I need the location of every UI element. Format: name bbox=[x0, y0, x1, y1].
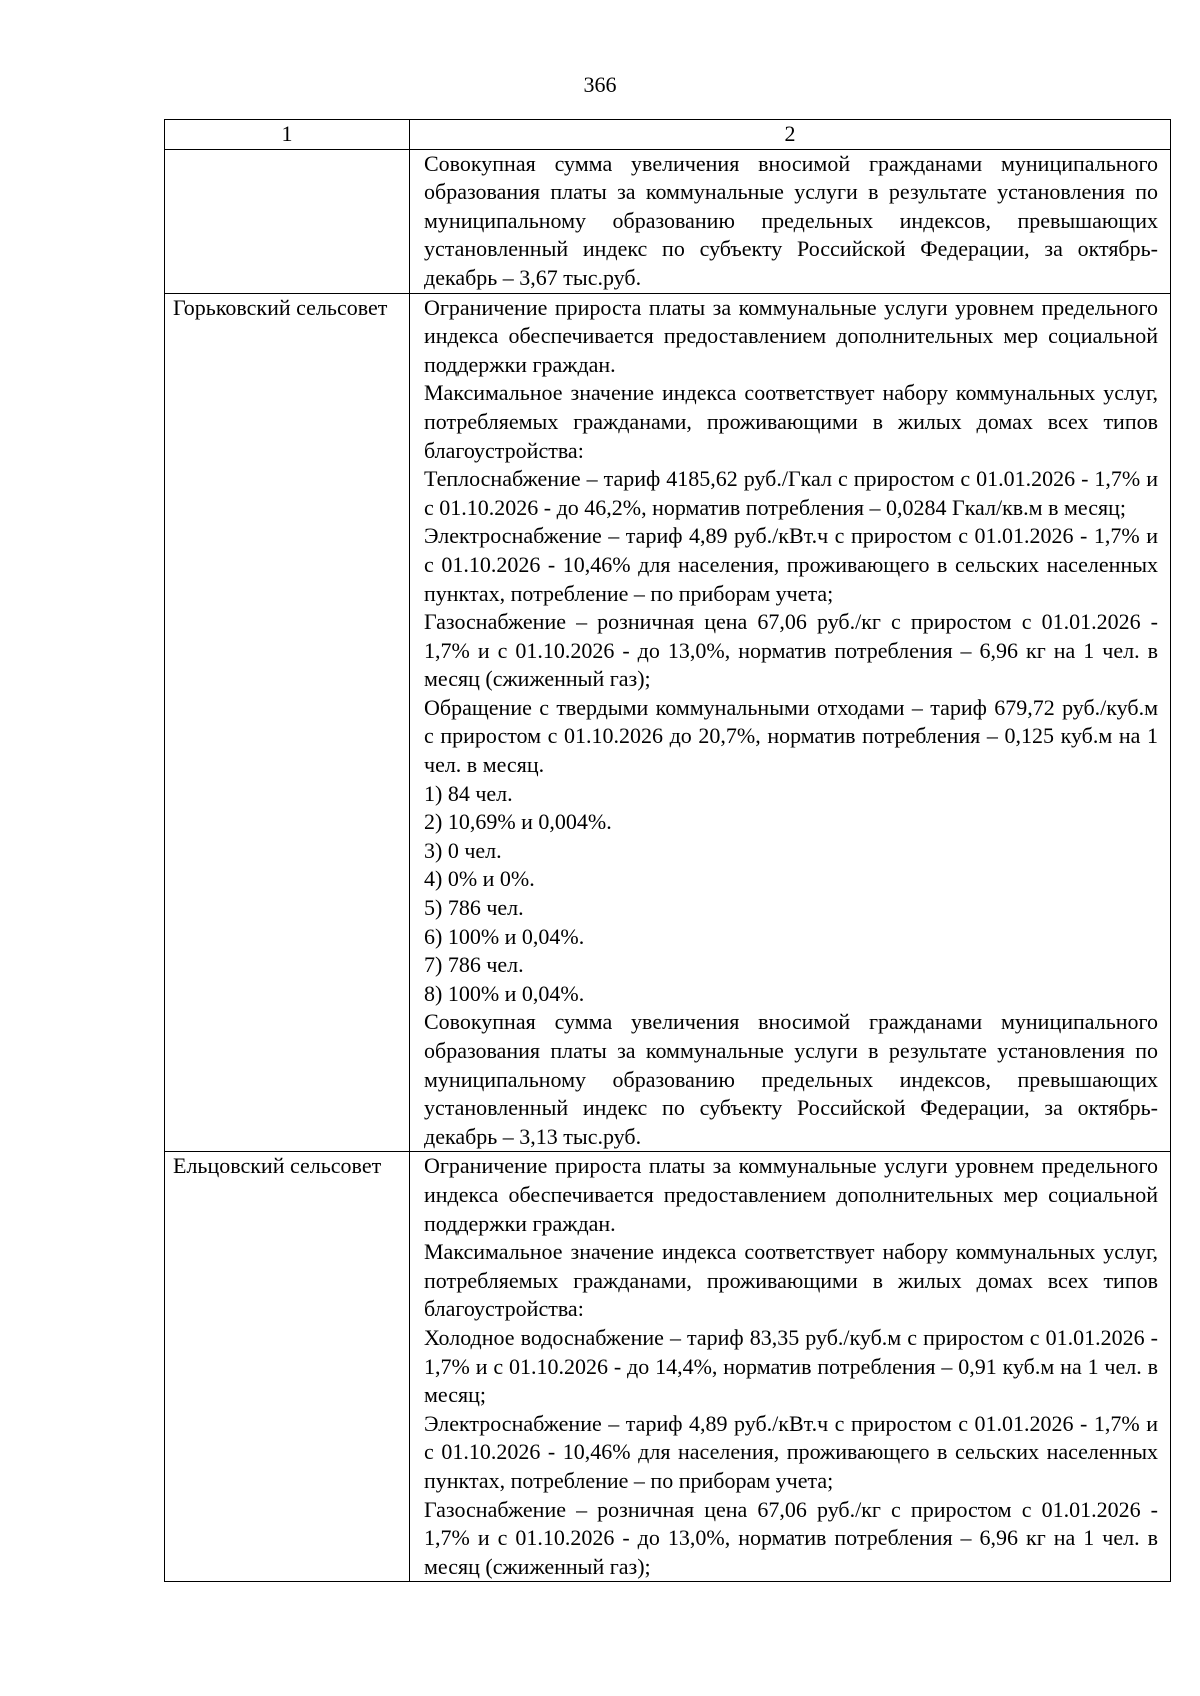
list-item: 1) 84 чел. bbox=[424, 780, 513, 806]
table-row-continuation bbox=[165, 149, 1171, 293]
municipality-name: Горьковский сельсовет bbox=[165, 293, 410, 1152]
header-col1: 1 bbox=[165, 120, 410, 150]
list-item: 7) 786 чел. bbox=[424, 952, 524, 978]
row-content bbox=[410, 293, 1171, 1152]
total-sum-text: Совокупная сумма увеличения вносимой гражданами муниципального образования платы за коммунальные услуги в результате установления по муниципальному образованию предельных индексов, превышающих установленный индекс по субъекту Российской Федерации, за октябрь-декабрь – 3,13 тыс.руб. bbox=[424, 1009, 1158, 1149]
list-item: 3) 0 чел. bbox=[424, 837, 502, 863]
list-item: 8) 100% и 0,04%. bbox=[424, 980, 585, 1006]
limit-text: Ограничение прироста платы за коммунальные услуги уровнем предельного индекса обеспечивается предоставлением дополнительных мер социальной поддержки граждан. bbox=[424, 294, 1158, 377]
total-sum-text: Совокупная сумма увеличения вносимой гражданами муниципального образования платы за коммунальные услуги в результате установления по муниципальному образованию предельных индексов, превышающих установленный индекс по субъекту Российской Федерации, за октябрь-декабрь – 3,67 тыс.руб. bbox=[424, 150, 1158, 290]
gas-supply-text: Газоснабжение – розничная цена 67,06 руб./кг с приростом с 01.01.2026 - 1,7% и с 01.10.2026 - до 13,0%, норматив потребления – 6,96 кг на 1 чел. в месяц (сжиженный газ); bbox=[424, 1496, 1158, 1579]
gas-supply-text: Газоснабжение – розничная цена 67,06 руб./кг с приростом с 01.01.2026 - 1,7% и с 01.10.2026 - до 13,0%, норматив потребления – 6,96 кг на 1 чел. в месяц (сжиженный газ); bbox=[424, 609, 1158, 692]
table-row-gorkovsky bbox=[165, 293, 1171, 1152]
page-number: 366 bbox=[583, 72, 617, 97]
max-index-text: Максимальное значение индекса соответствует набору коммунальных услуг, потребляемых гражданами, проживающими в жилых домах всех типов благоустройства: bbox=[424, 380, 1158, 463]
max-index-text: Максимальное значение индекса соответствует набору коммунальных услуг, потребляемых гражданами, проживающими в жилых домах всех типов благоустройства: bbox=[424, 1239, 1158, 1322]
list-item: 6) 100% и 0,04%. bbox=[424, 923, 585, 949]
municipality-name: Ельцовский сельсовет bbox=[165, 1152, 410, 1582]
row-content bbox=[410, 1152, 1171, 1582]
electricity-text: Электроснабжение – тариф 4,89 руб./кВт.ч с приростом с 01.01.2026 - 1,7% и с 01.10.2026 - 10,46% для населения, проживающего в сельских населенных пунктах, потребление – по приборам учета; bbox=[424, 1410, 1158, 1493]
list-item: 4) 0% и 0%. bbox=[424, 866, 535, 892]
municipal-table bbox=[164, 119, 1171, 1582]
municipality-name-empty bbox=[165, 149, 410, 293]
table-header-row bbox=[165, 120, 1171, 150]
row-content bbox=[410, 149, 1171, 293]
list-item: 2) 10,69% и 0,004%. bbox=[424, 809, 612, 835]
cold-water-text: Холодное водоснабжение – тариф 83,35 руб./куб.м с приростом с 01.01.2026 - 1,7% и с 01.10.2026 - до 14,4%, норматив потребления – 0,91 куб.м на 1 чел. в месяц; bbox=[424, 1324, 1158, 1408]
waste-text: Обращение с твердыми коммунальными отходами – тариф 679,72 руб./куб.м с приростом с 01.10.2026 до 20,7%, норматив потребления – 0,125 куб.м на 1 чел. в месяц. bbox=[424, 694, 1158, 778]
header-col2: 2 bbox=[410, 120, 1171, 150]
list-item: 5) 786 чел. bbox=[424, 895, 524, 921]
table-row-yeltsovsky bbox=[165, 1152, 1171, 1582]
electricity-text: Электроснабжение – тариф 4,89 руб./кВт.ч с приростом с 01.01.2026 - 1,7% и с 01.10.2026 - 10,46% для населения, проживающего в сельских населенных пунктах, потребление – по приборам учета; bbox=[424, 523, 1158, 606]
limit-text: Ограничение прироста платы за коммунальные услуги уровнем предельного индекса обеспечивается предоставлением дополнительных мер социальной поддержки граждан. bbox=[424, 1153, 1158, 1236]
heat-supply-text: Теплоснабжение – тариф 4185,62 руб./Гкал с приростом с 01.01.2026 - 1,7% и с 01.10.2026 - до 46,2%, норматив потребления – 0,0284 Гкал/кв.м в месяц; bbox=[424, 466, 1158, 520]
